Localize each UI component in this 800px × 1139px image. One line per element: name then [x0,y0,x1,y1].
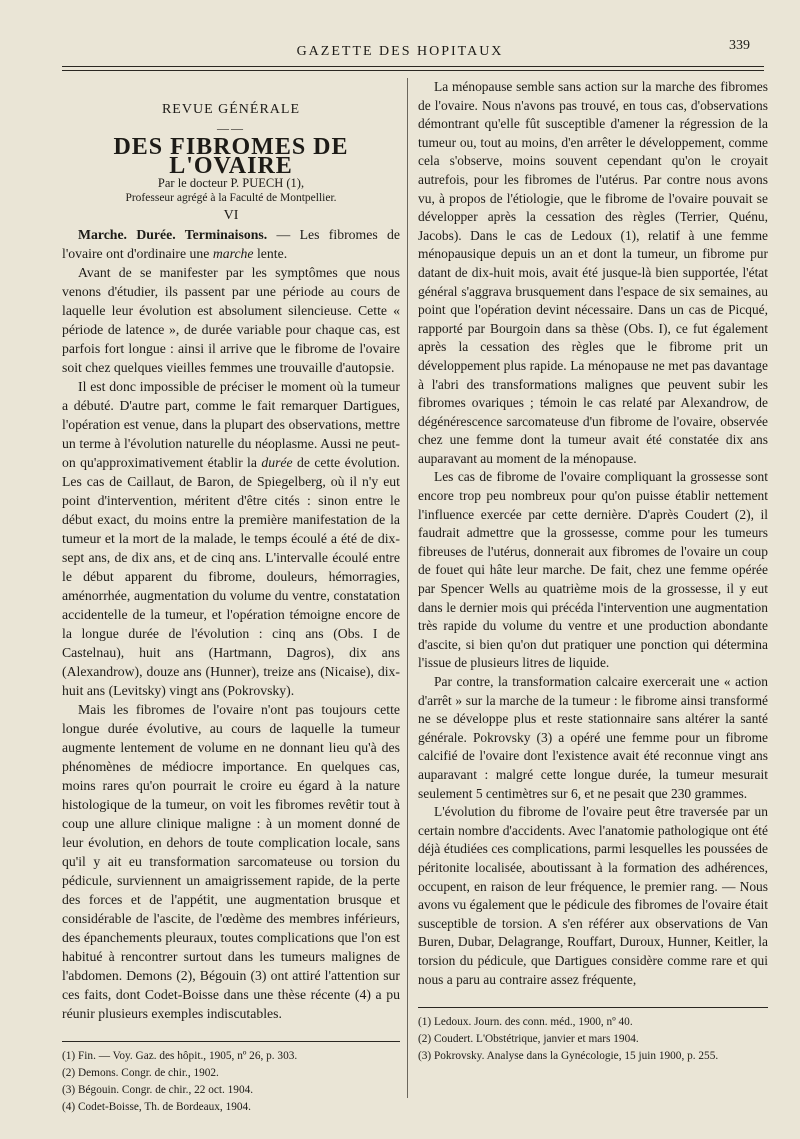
journal-title: GAZETTE DES HOPITAUX [296,44,504,59]
footnote-rule [418,1007,768,1008]
author-line: Par le docteur P. PUECH (1), [157,176,305,190]
paragraph-text: lente. [253,246,288,261]
paragraph: Les cas de fibrome de l'ovaire compliquant la grossesse sont encore trop peu nombreux pour qu'on puisse établir nettement l'influence exercée par cette dernière. D'après Coudert (2), il faudrait admettre que la grossesse, comme pour les tumeurs fibreuses de l'utérus, donnerait aux fibromes de l'ovaire un coup de fouet qui hâte leur marche. De fait, chez une femme opérée par Spencer Wells au quatrième mois de la grossesse, il y eut dans le dernier mois qui précéda l'intervention une augmentation très rapide du volume du ventre et une production abondante d'ascite, si bien qu'on dut pratiquer une ponction qui détermina l'issue de plusieurs litres de liquide. [418,469,768,671]
right-column [418,78,768,1065]
paragraph: L'évolution du fibrome de l'ovaire peut être traversée par un certain nombre d'accidents. Avec l'anatomie pathologique ont été déjà étudiées ces complications, parmi lesquelles les poussées de péritonite localisée, aboutissant à la formation des adhérences, occupent, en raison de leur fréquence, le premier rang. — Nous avons vu également que le pédicule des fibromes de l'ovaire était susceptible de torsion. A s'en référer aux observations de Van Buren, Dubar, Delagrange, Rouffart, Duroux, Hunner, Keitler, la torsion du pédicule, que Dartigues considère comme rare et qui nous a paru au contraire assez fréquente, [418,804,768,987]
footnote: (3) Pokrovsky. Analyse dans la Gynécologie, 15 juin 1900, p. 255. [418,1050,719,1063]
footnote: (1) Ledoux. Journ. des conn. méd., 1900, nº 40. [418,1016,633,1029]
footnote: (2) Coudert. L'Obstétrique, janvier et mars 1904. [418,1033,639,1046]
footnotes [62,1048,400,1116]
column-divider [407,78,408,1098]
page-number: 339 [729,38,750,53]
footnotes [418,1014,768,1065]
paragraph: Mais les fibromes de l'ovaire n'ont pas toujours cette longue durée évolutive, au cours de laquelle la tumeur augmente lentement de volume en ne donnant lieu qu'à des phénomènes de médiocre importance. En quelques cas, moins rares qu'on pourrait le croire eu égard à la nature histologique de la tumeur, on voit les fibromes revêtir tout à coup une allure clinique maligne : à un moment donné de leur évolution, en dehors de toute complication locale, sans qu'il y ait eu transformation sarcomateuse ou torsion du pédicule, surviennent un amaigrissement rapide, de la perte des forces et de l'appétit, une augmentation brusque et considérable de l'ascite, de l'œdème des membres inférieurs, des épanchements pleuraux, toutes complications que l'on est habitué à rencontrer surtout dans les tumeurs malignes de l'abdomen. Demons (2), Bégouin (3) ont attiré l'attention sur ces faits, dont Codet-Boisse dans une thèse récente (4) a pu réunir plusieurs exemples indiscutables. [62,702,400,1021]
chapter-number: VI [223,208,239,223]
footnote: (1) Fin. — Voy. Gaz. des hôpit., 1905, nº 26, p. 303. [62,1050,298,1062]
article-title: DES FIBROMES DE L'OVAIRE [113,134,349,179]
author-role: Professeur agrégé à la Faculté de Montpellier. [125,192,337,204]
paragraph [62,225,400,263]
paragraph-text: — Les fibromes de l'ovaire ont d'ordinaire une [62,227,400,261]
paragraph: Avant de se manifester par les symptômes que nous venons d'étudier, ils passent par une période au cours de laquelle leur évolution est absolument silencieuse. Cette « période de latence », de durée variable pour chaque cas, est parfois fort longue : ainsi il arrive que le fibrome de l'ovaire soit chez quelques vieilles femmes une trouvaille d'autopsie. [62,265,400,375]
left-column [62,100,400,1116]
header-rule-secondary [62,70,764,71]
section-label: REVUE GÉNÉRALE [161,102,301,117]
paragraph-text: de cette évolution. Les cas de Caillaut, de Baron, de Spiegelberg, où il n'y eut point d'intervention, méritent d'être cités : sinon entre le début exact, du moins entre la première manifestation de la tumeur et la mort de la malade, le temps écoulé a été de dix-sept ans, de dix ans, et de cinq ans. L'intervalle écoulé entre le début apparent du fibrome, douleurs, hémorragies, aménorrhée, augmentation du volume du ventre, constatation accidentelle de la tumeur, et l'opération témoigne encore de la longue durée de l'évolution : cinq ans (Obs. I de Castelnau), huit ans (Hartmann, Dagros), dix ans (Alexandrow), douze ans (Hunner), treize ans (Nicaise), dix-huit ans (Levitsky) vingt ans (Pokrovsky). [62,455,400,698]
section-separator: —— [217,121,245,135]
header-rule [62,66,764,67]
footnote: (3) Bégouin. Congr. de chir., 22 oct. 1904. [62,1084,254,1096]
paragraph: Par contre, la transformation calcaire exercerait une « action d'arrêt » sur la marche de la tumeur : le fibrome ainsi transformé ne se développe plus et reste stationnaire sans altérer la santé générale. Pokrovsky (3) a opéré une femme pour un fibrome calcifié de l'ovaire dont l'existence avait été reconnue vingt ans auparavant : malgré cette longue durée, la tumeur mesurait seulement 5 centimètres sur 6, et ne pesait que 230 grammes. [418,674,768,801]
footnote: (2) Demons. Congr. de chir., 1902. [62,1067,219,1079]
footnote-rule [62,1041,400,1042]
paragraph [62,377,400,700]
emphasis-text: marche [212,246,254,261]
emphasis-text: durée [261,455,293,470]
paragraph-text: Il est donc impossible de préciser le moment où la tumeur a débuté. D'autre part, comme le fait remarquer Dartigues, l'opération est venue, dans la plupart des observations, mettre un terme à l'évolution naturelle du néoplasme. Aussi ne peut-on qu'approximativement établir la [62,379,400,470]
run-in-heading: Marche. Durée. Terminaisons. [78,227,268,242]
footnote: (4) Codet-Boisse, Th. de Bordeaux, 1904. [62,1101,251,1113]
paragraph: La ménopause semble sans action sur la marche des fibromes de l'ovaire. Nous n'avons pas trouvé, en tous cas, d'observations démontrant qu'elle fût susceptible d'amener la régression de la tumeur ou, tout au moins, d'en arrêter le développement, comme cela s'observe, moins souvent cependant qu'on le croyait autrefois, pour les fibromes de l'utérus. Par contre nous avons vu, à propos de l'étiologie, que le fibrome de l'ovaire pouvait se développer après la cessation des règles (Terrier, Quénu, Jacobs). Dans le cas de Ledoux (1), relatif à une femme ménopausique depuis un an et dont la tumeur, un fibrome pur datant de dix-huit mois, avait été jusque-là bien supportée, l'état général s'aggrava brusquement dans l'espace de six semaines, au point que l'opération devint nécessaire. Dans un cas de Picqué, rapporté par Bourgoin dans sa thèse (Obs. I), ce fut également après la cessation des règles que le fibrome prit un développement plus rapide. La ménopause ne met pas davantage à l'abri des transformations malignes que peuvent subir les fibromes ovariques ; témoin le cas relaté par Alexandrow, de dégénérescence sarcomateuse d'un fibrome de l'ovaire, observée chez une femme dont la tumeur avait été constatée dix ans auparavant au moment de la ménopause. [418,79,768,466]
